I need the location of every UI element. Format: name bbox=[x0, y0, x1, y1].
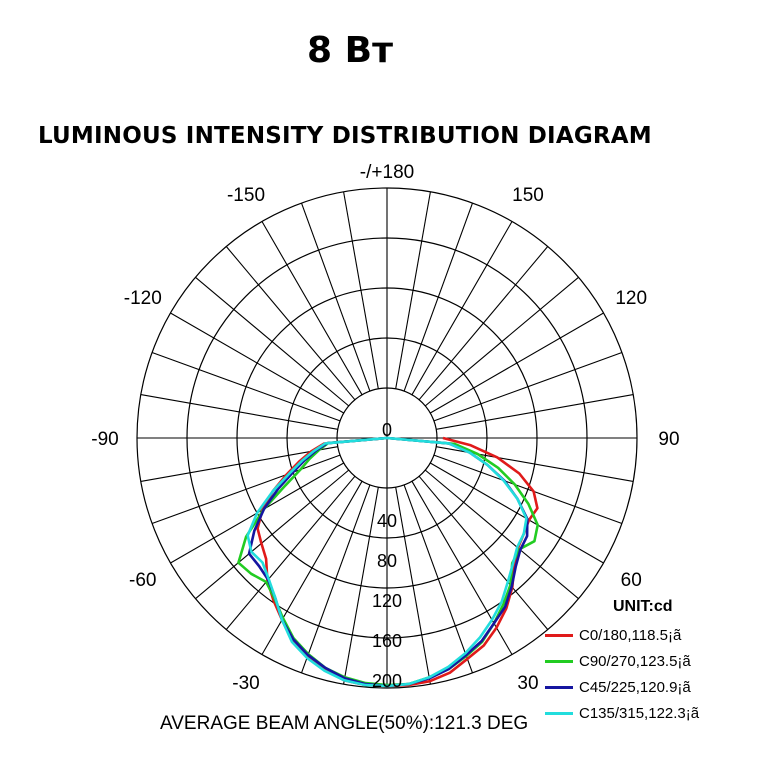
grid-spoke bbox=[152, 455, 340, 523]
grid-spoke bbox=[226, 246, 355, 399]
angle-label: -150 bbox=[226, 184, 266, 206]
grid-spoke bbox=[141, 447, 338, 482]
page-title: 8 Вт bbox=[307, 30, 393, 71]
grid-spoke bbox=[396, 487, 431, 684]
grid-spoke bbox=[434, 455, 622, 523]
grid-spoke bbox=[434, 352, 622, 420]
grid-spoke bbox=[301, 485, 369, 673]
radial-label: 120 bbox=[371, 591, 403, 611]
legend-swatch bbox=[545, 634, 573, 637]
legend-swatch bbox=[545, 660, 573, 663]
legend-label: C0/180,118.5¡ã bbox=[579, 626, 682, 644]
grid-spoke bbox=[425, 277, 578, 406]
legend-label: C135/315,122.3¡ã bbox=[579, 704, 700, 722]
radial-label: 0 bbox=[381, 420, 393, 440]
radial-label: 160 bbox=[371, 631, 403, 651]
grid-spoke bbox=[404, 485, 472, 673]
angle-label: 120 bbox=[615, 288, 648, 309]
legend-swatch bbox=[545, 712, 573, 715]
angle-label: 30 bbox=[517, 673, 539, 695]
grid-spoke bbox=[344, 487, 379, 684]
beam-angle-text: AVERAGE BEAM ANGLE(50%):121.3 DEG bbox=[160, 713, 529, 734]
grid-spoke bbox=[419, 476, 548, 629]
grid-spoke bbox=[141, 395, 338, 430]
legend-rows bbox=[545, 622, 699, 726]
grid-spoke bbox=[412, 221, 512, 394]
legend bbox=[545, 598, 699, 726]
grid-spoke bbox=[262, 221, 362, 394]
legend-unit-label: UNIT:cd bbox=[613, 598, 673, 615]
angle-label: -90 bbox=[91, 429, 119, 450]
grid-spoke bbox=[301, 203, 369, 391]
grid-spoke bbox=[152, 352, 340, 420]
grid-spoke bbox=[425, 470, 578, 599]
grid-spoke bbox=[419, 246, 548, 399]
grid-spoke bbox=[170, 313, 343, 413]
grid-spoke bbox=[195, 277, 348, 406]
grid-spoke bbox=[262, 481, 362, 654]
legend-item-4 bbox=[545, 700, 699, 726]
angle-label: -/+180 bbox=[359, 162, 415, 183]
grid-spoke bbox=[430, 313, 603, 413]
grid-spoke bbox=[226, 476, 355, 629]
angle-label: -120 bbox=[123, 288, 162, 309]
legend-label: C45/225,120.9¡ã bbox=[579, 678, 691, 696]
legend-item-1 bbox=[545, 622, 699, 648]
radial-label: 80 bbox=[376, 551, 398, 571]
angle-label: 150 bbox=[512, 184, 544, 206]
angle-label: -60 bbox=[129, 570, 157, 591]
angle-label: 90 bbox=[658, 429, 680, 450]
legend-item-2 bbox=[545, 648, 699, 674]
grid-spoke bbox=[396, 192, 431, 389]
grid-spoke bbox=[195, 470, 348, 599]
grid-spoke bbox=[436, 395, 633, 430]
grid-spoke bbox=[344, 192, 379, 389]
angle-label: 60 bbox=[620, 570, 642, 591]
radial-label: 40 bbox=[376, 511, 398, 531]
chart-title: LUMINOUS INTENSITY DISTRIBUTION DIAGRAM bbox=[38, 123, 652, 149]
angle-label: -30 bbox=[232, 673, 260, 695]
legend-swatch bbox=[545, 686, 573, 689]
legend-item-3 bbox=[545, 674, 699, 700]
radial-label: 200 bbox=[371, 671, 403, 691]
grid-spoke bbox=[404, 203, 472, 391]
legend-label: C90/270,123.5¡ã bbox=[579, 652, 691, 670]
